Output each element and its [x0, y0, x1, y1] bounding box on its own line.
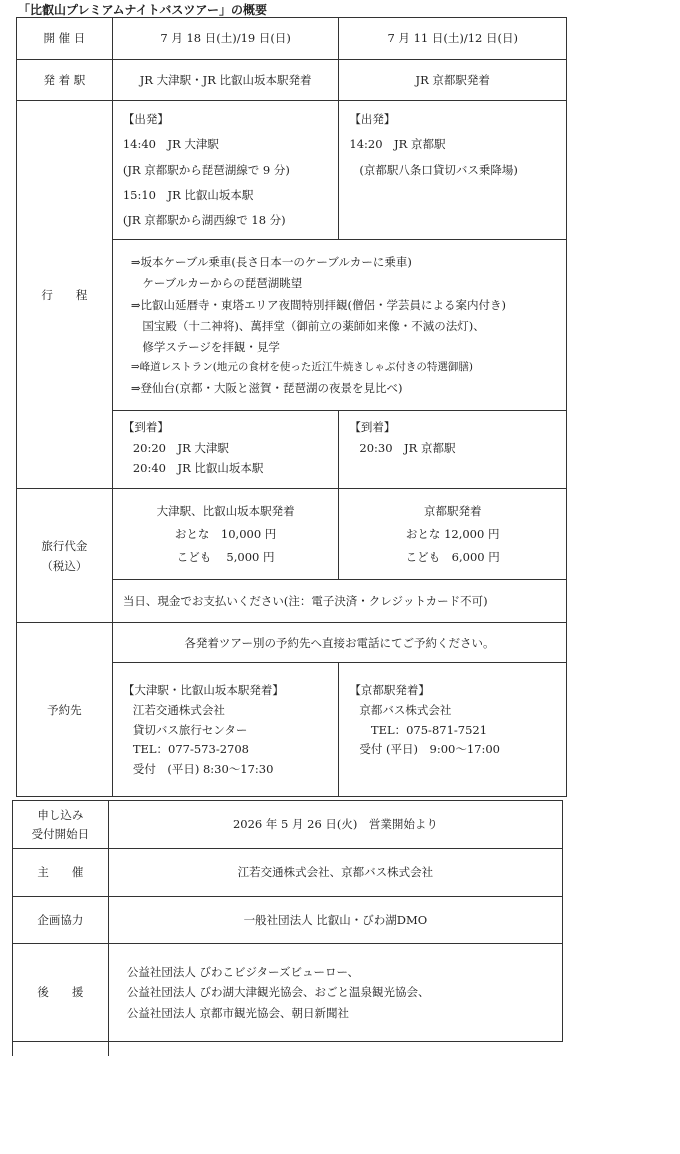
reservation-phone: TEL：075-871-7521: [359, 722, 488, 737]
cooperation-label: 企画協力: [13, 897, 109, 944]
itinerary-details: [112, 240, 566, 411]
station-otsu: JR 大津駅・JR 比叡山坂本駅発着: [112, 60, 339, 101]
support-label: 後 援: [13, 944, 109, 1042]
departure-kyoto: [339, 101, 567, 240]
reservation-hours: 受付 (平日) 9:00～17:00: [359, 742, 500, 757]
page-title: 「比叡山プレミアムナイトバスツアー」の概要: [18, 3, 268, 17]
price-child: こども 5,000 円: [176, 549, 275, 564]
reservation-label: 予約先: [17, 623, 113, 797]
departure-header: 【出発】: [349, 112, 396, 126]
station-kyoto: JR 京都駅発着: [339, 60, 567, 101]
payment-note: 当日、現金でお支払いください(注：電子決済・クレジットカード不可): [112, 580, 566, 623]
date-label: 開 催 日: [17, 18, 113, 60]
departure-line: (京都駅八条口貸切バス乗降場): [359, 162, 518, 177]
apply-date: 2026 年 5 月 26 日(火) 営業開始より: [108, 801, 562, 849]
price-kyoto: [339, 489, 567, 580]
apply-label: 申し込み 受付開始日: [13, 801, 109, 849]
empty-cell: [13, 1042, 109, 1056]
date-kyoto: 7 月 11 日(土)/12 日(日): [339, 18, 567, 60]
itinerary-line: ⇒坂本ケーブル乗車(長さ日本一のケーブルカーに乗車): [130, 254, 412, 269]
reservation-otsu: [112, 663, 339, 797]
itinerary-line: ⇒峰道レストラン(地元の食材を使った近江牛焼きしゃぶ付きの特選御膳): [130, 361, 474, 374]
support-line: 公益社団法人 びわ湖大津観光協会、おごと温泉観光協会、: [126, 985, 430, 1000]
price-adult: おとな 12,000 円: [405, 526, 500, 541]
itinerary-line: 修学ステージを拝観・見学: [130, 340, 280, 355]
tour-overview-table: [16, 17, 567, 797]
price-child: こども 6,000 円: [405, 549, 500, 564]
price-title: 大津駅、比叡山坂本駅発着: [156, 503, 295, 518]
reservation-phone: TEL：077-573-2708: [132, 742, 249, 757]
reservation-hours: 受付 (平日) 8:30～17:30: [132, 761, 274, 776]
organizer-value: 江若交通株式会社、京都バス株式会社: [108, 849, 562, 897]
empty-cell: [108, 1042, 562, 1056]
reservation-header: 【大津駅・比叡山坂本駅発着】: [122, 683, 284, 698]
itinerary-line: 国宝殿（十二神将)、萬拝堂（御前立の薬師如来像・不滅の法灯)、: [130, 318, 485, 333]
organizer-label: 主 催: [13, 849, 109, 897]
price-adult: おとな 10,000 円: [174, 526, 277, 541]
cooperation-value: 一般社団法人 比叡山・びわ湖DMO: [108, 897, 562, 944]
departure-header: 【出発】: [122, 112, 169, 126]
price-label: 旅行代金 （税込）: [17, 489, 113, 623]
price-title: 京都駅発着: [423, 503, 482, 518]
date-otsu: 7 月 18 日(土)/19 日(日): [112, 18, 339, 60]
support-value: [108, 944, 562, 1042]
itinerary-line: ⇒比叡山延暦寺・東塔エリア夜間特別拝観(僧侶・学芸員による案内付き): [130, 297, 506, 312]
departure-line: (JR 京都駅から湖西線で 18 分): [122, 213, 286, 228]
reservation-kyoto: [339, 663, 567, 797]
reservation-header: 【京都駅発着】: [349, 683, 430, 698]
tour-info-table: [12, 800, 563, 1056]
arrival-kyoto: [339, 411, 567, 489]
arrival-line: 20:40 JR 比叡山坂本駅: [132, 460, 264, 475]
reservation-intro: 各発着ツアー別の予約先へ直接お電話にてご予約ください。: [112, 623, 566, 663]
price-otsu: [112, 489, 339, 580]
reservation-line: 京都バス株式会社: [359, 703, 452, 718]
departure-otsu: [112, 101, 339, 240]
support-line: 公益社団法人 京都市観光協会、朝日新聞社: [126, 1005, 350, 1020]
arrival-header: 【到着】: [349, 420, 396, 435]
itinerary-line: ⇒登仙台(京都・大阪と滋賀・琵琶湖の夜景を見比べ): [130, 380, 403, 395]
departure-line: 14:20 JR 京都駅: [349, 137, 446, 152]
reservation-line: 江若交通株式会社: [132, 703, 225, 718]
arrival-line: 20:20 JR 大津駅: [132, 440, 229, 455]
itinerary-label: 行 程: [17, 101, 113, 489]
station-label: 発 着 駅: [17, 60, 113, 101]
itinerary-line: ケーブルカーからの琵琶湖眺望: [130, 276, 303, 291]
arrival-line: 20:30 JR 京都駅: [359, 440, 456, 455]
support-line: 公益社団法人 びわこビジターズビューロー、: [126, 965, 360, 980]
departure-line: 14:40 JR 大津駅: [122, 137, 219, 152]
arrival-header: 【到着】: [122, 420, 169, 435]
departure-line: 15:10 JR 比叡山坂本駅: [122, 187, 254, 202]
arrival-otsu: [112, 411, 339, 489]
reservation-line: 貸切バス旅行センター: [132, 722, 248, 737]
departure-line: (JR 京都駅から琵琶湖線で 9 分): [122, 162, 290, 177]
